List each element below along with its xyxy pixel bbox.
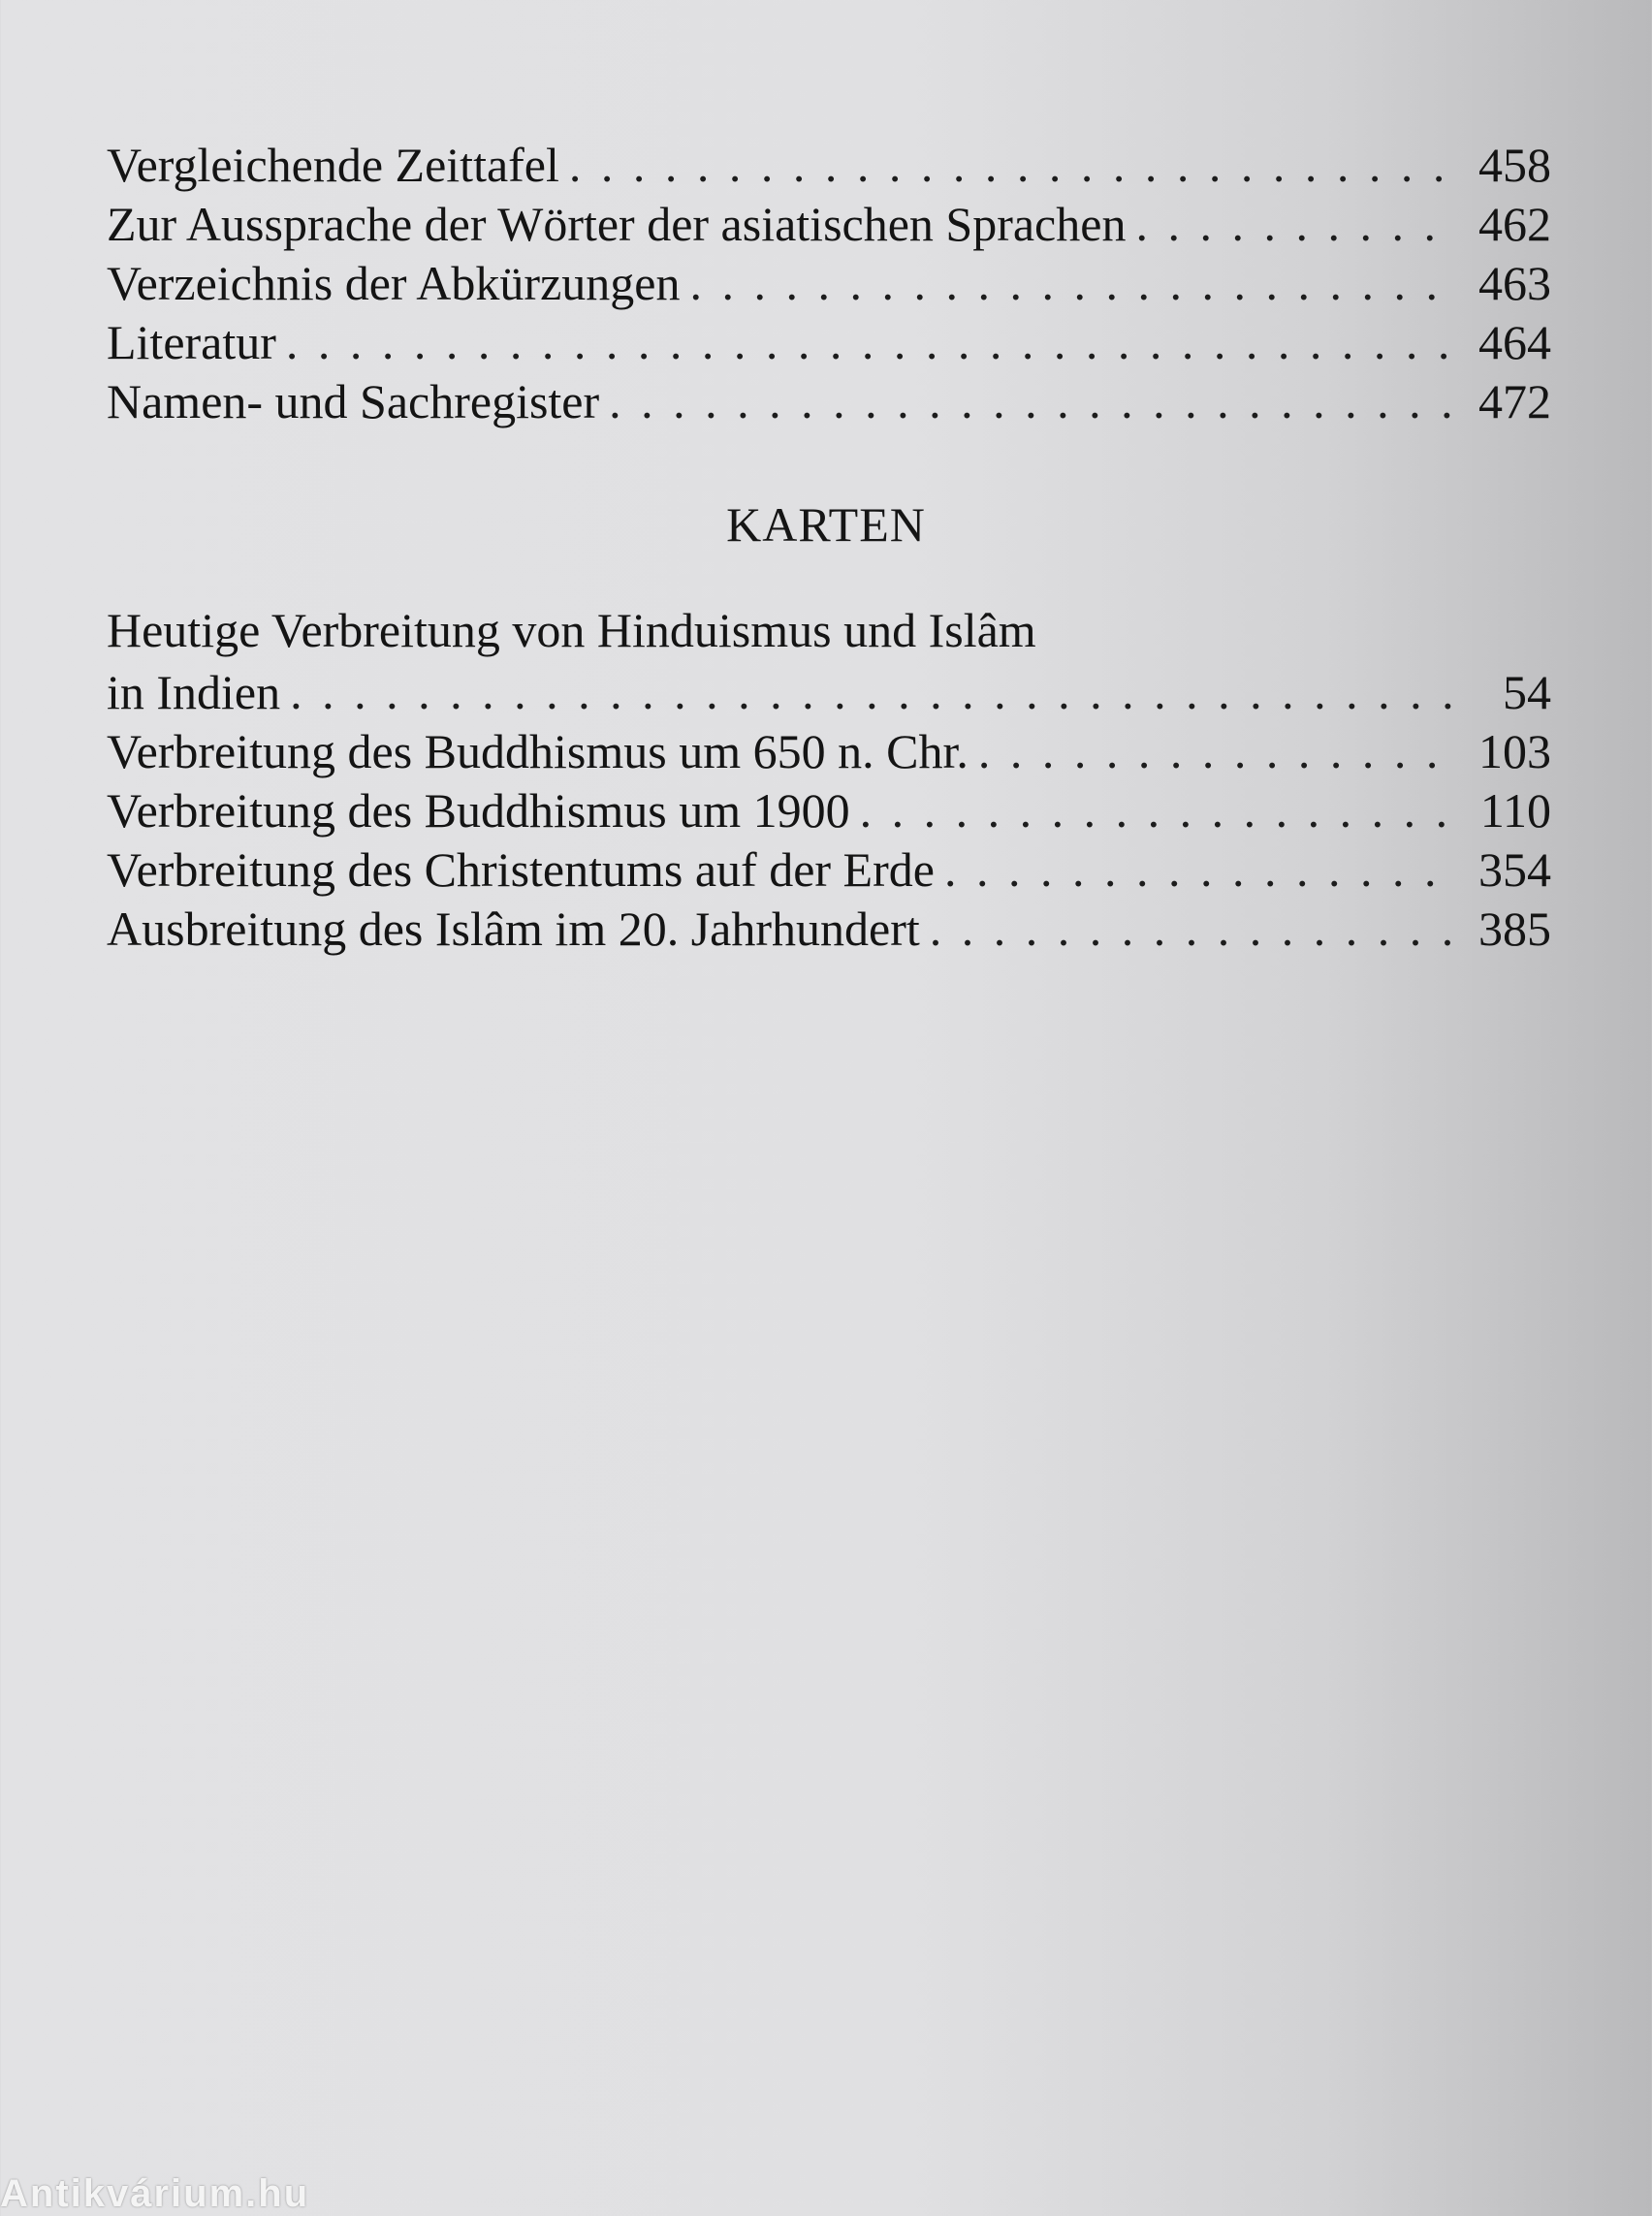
toc-entry (107, 313, 1551, 372)
toc-entry (107, 900, 1551, 959)
dot-leader (930, 900, 1454, 959)
toc-entry-title: Heutige Verbreitung von Hinduismus und Islâm (107, 603, 1036, 657)
section-heading-maps: KARTEN (726, 497, 926, 552)
dot-leader (689, 254, 1454, 313)
toc-entry (107, 254, 1551, 313)
dot-leader (1135, 195, 1454, 254)
toc-entry-page: 458 (1478, 138, 1551, 192)
toc-entry-page: 462 (1478, 197, 1551, 251)
toc-entry-title: Literatur (107, 315, 276, 369)
toc-entry-title: Vergleichende Zeittafel (107, 138, 559, 192)
toc-entry-page: 54 (1503, 665, 1551, 719)
toc-entry-page: 110 (1479, 783, 1551, 838)
toc-maps-list (107, 601, 1551, 959)
toc-entry (107, 372, 1551, 431)
toc-entry-page: 385 (1478, 902, 1551, 956)
toc-appendix-list (107, 136, 1551, 431)
toc-entry (107, 136, 1551, 195)
dot-leader (286, 313, 1454, 372)
dot-leader (609, 372, 1454, 431)
toc-entry-title: Zur Aussprache der Wörter der asiatischen Sprachen (107, 197, 1127, 251)
toc-entry (107, 840, 1551, 900)
toc-entry-page: 103 (1478, 724, 1551, 778)
toc-entry-first-line (107, 601, 1551, 663)
toc-entry-page: 464 (1478, 315, 1551, 369)
toc-entry-page: 463 (1478, 256, 1551, 310)
toc-entry-title: Ausbreitung des Islâm im 20. Jahrhundert (107, 902, 920, 956)
dot-leader (569, 136, 1454, 195)
toc-entry (107, 722, 1551, 781)
toc-entry-page: 472 (1478, 374, 1551, 428)
dot-leader (944, 840, 1454, 900)
dot-leader (860, 781, 1454, 840)
toc-entry-title: in Indien (107, 665, 281, 719)
toc-entry (107, 663, 1551, 722)
dot-leader (290, 663, 1454, 722)
toc-entry (107, 195, 1551, 254)
toc-entry-page: 354 (1478, 842, 1551, 897)
toc-entry (107, 781, 1551, 840)
toc-entry-title: Verbreitung des Christentums auf der Erde (107, 842, 935, 897)
toc-entry-title: Verbreitung des Buddhismus um 650 n. Chr. (107, 724, 969, 778)
toc-entry-title: Verbreitung des Buddhismus um 1900 (107, 783, 850, 838)
watermark: Antikvárium.hu (0, 2172, 310, 2215)
dot-leader (978, 722, 1454, 781)
toc-entry-title: Verzeichnis der Abkürzungen (107, 256, 681, 310)
toc-entry-title: Namen- und Sachregister (107, 374, 600, 428)
